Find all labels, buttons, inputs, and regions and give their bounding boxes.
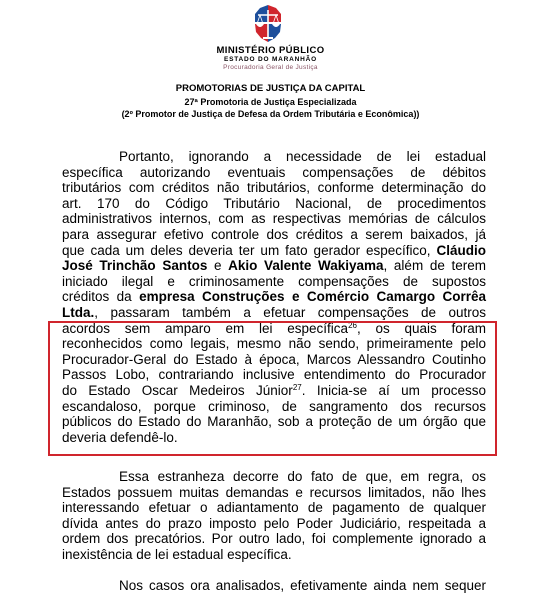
text-line: iniciado ilegal e criminosamente compensações de supostos — [62, 273, 486, 289]
text-line: tributários com créditos não tributários, conforme determinação do — [62, 180, 486, 196]
paragraph-3 — [62, 578, 486, 594]
text-line: Nos casos ora analisados, efetivamente ainda nem sequer — [119, 578, 486, 593]
bold-name: Cláudio — [436, 242, 486, 258]
org-state: ESTADO DO MARANHÃO — [224, 56, 317, 63]
text-line: administrativos internos, com as respectivas memórias de cálculos — [62, 211, 486, 227]
text-line: para assegurar efetivo controle dos créditos a serem baixados, já — [62, 226, 486, 242]
text-line: públicos do Estado do Maranhão, sob a proteção de um órgão que — [62, 414, 486, 430]
ministerio-publico-logo — [246, 4, 290, 44]
text-line — [62, 305, 486, 321]
footnote-ref-26[interactable]: 26 — [348, 320, 357, 330]
department-title: PROMOTORIAS DE JUSTIÇA DA CAPITAL — [175, 83, 366, 94]
text-line: Essa estranheza decorre do fato de que, em regra, os — [119, 469, 486, 484]
office-title: 27ª Promotoria de Justiça Especializada — [184, 97, 357, 107]
text-line: reconhecidos como legais, mesmo não sendo, primeiramente pelo — [62, 336, 486, 352]
org-subtitle: Procuradoria Geral de Justiça — [223, 64, 318, 71]
text-segment: , os quais foram — [356, 320, 487, 336]
text-segment: e — [207, 258, 229, 274]
text-segment: . Inicia-se aí um processo — [301, 382, 486, 398]
text-segment: , passaram também a efetuar compensações de outros — [94, 304, 486, 320]
footnote-ref-27[interactable]: 27 — [292, 382, 302, 392]
paragraph-2 — [62, 469, 486, 563]
text-line: escandaloso, porque criminoso, de sangramento dos recursos — [62, 398, 486, 414]
text-line: Estados possuem muitas demandas e recursos limitados, não lhes — [62, 484, 486, 500]
bold-name: Akio Valente Wakiyama — [228, 258, 384, 274]
text-line: inexistência de lei estadual específica. — [62, 546, 292, 562]
text-line: dívida antes do prazo imposto pelo Poder Judiciário, respeitada a — [62, 515, 486, 531]
office-detail: (2º Promotor de Justiça de Defesa da Ordem Tributária e Econômica)) — [121, 109, 420, 119]
text-line — [62, 383, 486, 399]
text-line: Passos Lobo, contrariando inclusive entendimento do Procurador — [62, 367, 486, 383]
text-line: Procurador-Geral do Estado à época, Marcos Alessandro Coutinho — [62, 351, 486, 367]
text-line: ordem dos precatórios. Por outro lado, foi complemente ignorado a — [62, 531, 486, 547]
text-line — [62, 289, 486, 305]
text-line: deveria defendê-lo. — [62, 429, 178, 445]
text-line — [62, 258, 486, 274]
text-line: específica autorizando eventuais compensações de débitos — [62, 164, 486, 180]
org-name: MINISTÉRIO PÚBLICO — [216, 45, 325, 56]
bold-company: empresa Construções e Comércio Camargo Corrêa — [139, 289, 486, 305]
text-line: art. 170 do Código Tributário Nacional, de procedimentos — [62, 195, 486, 211]
paragraph-1 — [62, 149, 486, 445]
text-segment: , além de terem — [383, 258, 487, 274]
text-line — [62, 243, 486, 259]
text-segment: créditos da — [62, 289, 140, 305]
bold-company: Ltda. — [62, 304, 95, 320]
text-segment: acordos sem amparo em lei específica — [62, 320, 349, 336]
text-line: Portanto, ignorando a necessidade de lei estadual — [119, 149, 486, 164]
text-line — [62, 321, 486, 337]
text-segment: que cada um deles deveria ter um fato gerador específico, — [62, 242, 431, 258]
text-segment: do Estado Oscar Medeiros Júnior — [62, 382, 293, 398]
bold-name: José Trinchão Santos — [62, 258, 208, 274]
text-line: interessando efetuar o adiantamento de pagamento de qualquer — [62, 500, 486, 516]
